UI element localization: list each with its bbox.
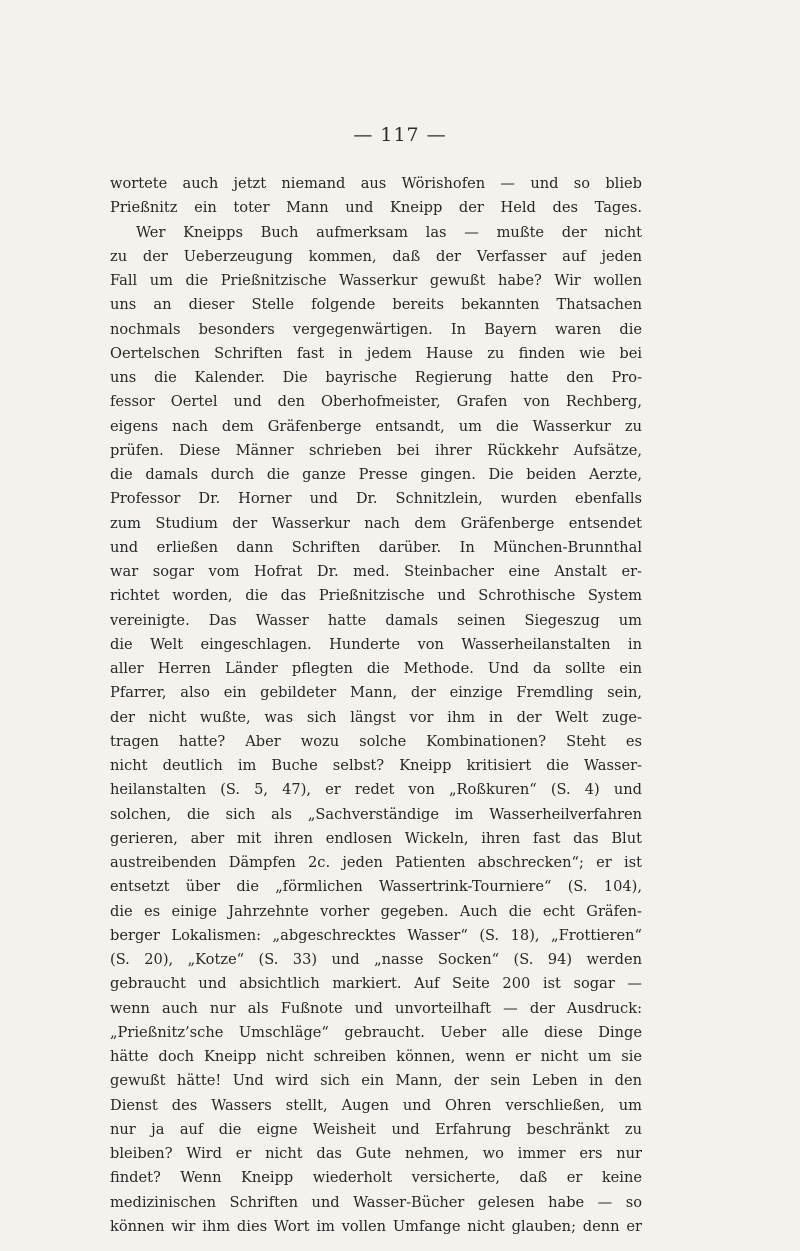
text-line: Professor Dr. Horner und Dr. Schnitzlein, wurden ebenfalls	[110, 490, 642, 508]
text-line: zu der Ueberzeugung kommen, daß der Verfasser auf jeden	[110, 247, 642, 265]
text-line: prüfen. Diese Männer schrieben bei ihrer Rückkehr Aufsätze,	[110, 441, 642, 459]
text-line: findet? Wenn Kneipp wiederholt versicherte, daß er keine	[110, 1169, 642, 1187]
text-line: nochmals besonders vergegenwärtigen. In Bayern waren die	[110, 320, 642, 338]
text-line: wortete auch jetzt niemand aus Wörishofen — und so blieb	[110, 175, 642, 192]
text-line: nur ja auf die eigne Weisheit und Erfahrung beschränkt zu	[110, 1120, 642, 1138]
text-line: entsetzt über die „förmlichen Wassertrink-Tourniere“ (S. 104),	[110, 878, 642, 896]
text-line: fessor Oertel und den Oberhofmeister, Grafen von Rechberg,	[110, 393, 642, 411]
text-line: die damals durch die ganze Presse gingen. Die beiden Aerzte,	[110, 466, 642, 483]
text-line: (S. 20), „Kotze“ (S. 33) und „nasse Socken“ (S. 94) werden	[110, 951, 642, 968]
text-line: „Prießnitz’sche Umschläge“ gebraucht. Ueber alle diese Dinge	[110, 1023, 642, 1041]
text-line: bleiben? Wird er nicht das Gute nehmen, wo immer ers nur	[110, 1145, 642, 1162]
text-line: heilanstalten (S. 5, 47), er redet von „Roßkuren“ (S. 4) und	[110, 781, 642, 799]
text-line: uns die Kalender. Die bayrische Regierung hatte den Pro-	[110, 369, 642, 386]
text-line: die es einige Jahrzehnte vorher gegeben. Auch die echt Gräfen-	[110, 902, 642, 920]
text-line: vereinigte. Das Wasser hatte damals seinen Siegeszug um	[110, 611, 642, 629]
page-number: — 117 —	[353, 124, 447, 146]
text-line: gerieren, aber mit ihren endlosen Wickeln, ihren fast das Blut	[110, 829, 642, 847]
text-line: richtet worden, die das Prießnitzische und Schrothische System	[110, 587, 642, 605]
text-line: eigens nach dem Gräfenberge entsandt, um die Wasserkur zu	[110, 417, 642, 435]
body-text	[110, 172, 642, 1239]
text-line: solchen, die sich als „Sachverständige im Wasserheilverfahren	[110, 805, 642, 823]
text-line: Dienst des Wassers stellt, Augen und Ohren verschließen, um	[110, 1096, 642, 1114]
text-line: gewußt hätte! Und wird sich ein Mann, der sein Leben in den	[110, 1072, 642, 1090]
text-line: medizinischen Schriften und Wasser-Bücher gelesen habe — so	[110, 1193, 642, 1211]
text-line: berger Lokalismen: „abgeschrecktes Wasser“ (S. 18), „Frottieren“	[110, 926, 642, 944]
text-line: der nicht wußte, was sich längst vor ihm in der Welt zuge-	[110, 708, 642, 726]
text-line: können wir ihm dies Wort im vollen Umfange nicht glauben; denn er	[110, 1217, 642, 1235]
text-line: hätte doch Kneipp nicht schreiben können, wenn er nicht um sie	[110, 1048, 642, 1065]
text-line: und erließen dann Schriften darüber. In München-Brunnthal	[110, 538, 642, 556]
text-line: Wer Kneipps Buch aufmerksam las — mußte der nicht	[136, 223, 642, 241]
text-line: nicht deutlich im Buche selbst? Kneipp kritisiert die Wasser-	[110, 757, 642, 774]
text-line: aller Herren Länder pflegten die Methode. Und da sollte ein	[110, 660, 642, 677]
text-line: zum Studium der Wasserkur nach dem Gräfenberge entsendet	[110, 514, 642, 532]
text-line: war sogar vom Hofrat Dr. med. Steinbacher eine Anstalt er-	[110, 563, 642, 580]
text-line: Pfarrer, also ein gebildeter Mann, der einzige Fremdling sein,	[110, 684, 642, 702]
text-line: austreibenden Dämpfen 2c. jeden Patienten abschrecken“; er ist	[110, 854, 642, 871]
text-line: wenn auch nur als Fußnote und unvorteilhaft — der Ausdruck:	[110, 999, 642, 1017]
text-line: tragen hatte? Aber wozu solche Kombinationen? Steht es	[110, 732, 642, 750]
text-line: Prießnitz ein toter Mann und Kneipp der Held des Tages.	[110, 199, 642, 217]
text-line: die Welt eingeschlagen. Hunderte von Wasserheilanstalten in	[110, 635, 642, 653]
text-line: uns an dieser Stelle folgende bereits bekannten Thatsachen	[110, 296, 642, 314]
text-line: Oertelschen Schriften fast in jedem Hause zu finden wie bei	[110, 344, 642, 362]
text-line: gebraucht und absichtlich markiert. Auf Seite 200 ist sogar —	[110, 975, 642, 993]
text-line: Fall um die Prießnitzische Wasserkur gewußt habe? Wir wollen	[110, 272, 642, 289]
